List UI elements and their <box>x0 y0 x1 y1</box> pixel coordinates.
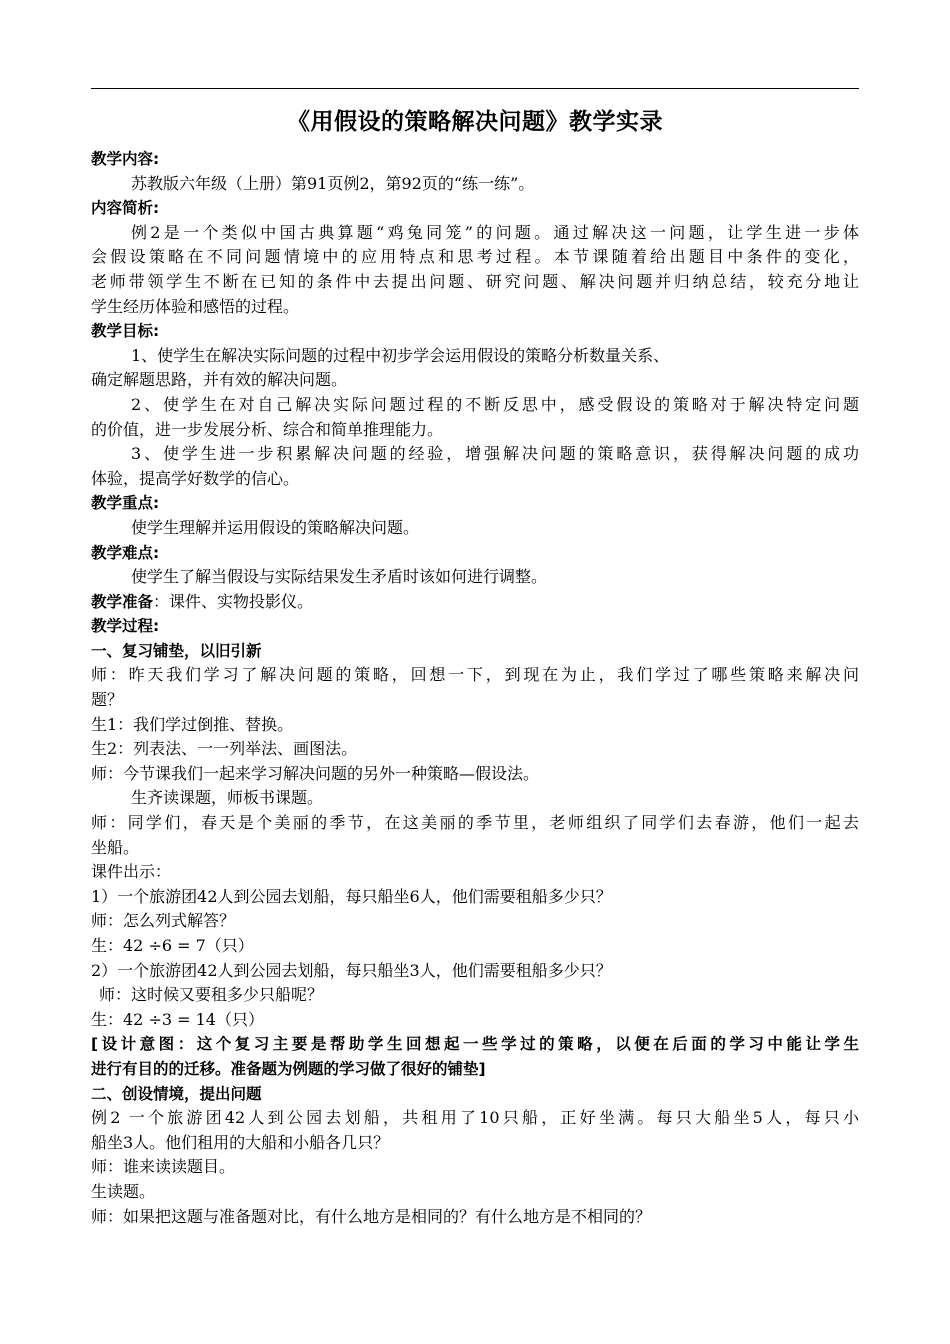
text-line: 师：昨天我们学习了解决问题的策略，回想一下，到现在为止，我们学过了哪些策略来解决问 <box>91 665 859 685</box>
text-line: 生：42 ÷6 = 7（只） <box>91 936 254 955</box>
text-line: 学生经历体验和感悟的过程。 <box>91 296 300 316</box>
text-line: 会假设策略在不同问题情境中的应用特点和思考过程。本节课随着给出题目中条件的变化， <box>91 247 859 267</box>
section-heading: 教学目标: <box>91 322 160 341</box>
text-line: 师：怎么列式解答？ <box>91 911 236 931</box>
text-line: 1）一个旅游团42人到公园去划船，每只船坐6人，他们需要租船多少只？ <box>91 886 612 906</box>
section-heading: 二、创设情境，提出问题 <box>91 1084 262 1103</box>
text-line: 生2：列表法、一一列举法、画图法。 <box>91 739 358 759</box>
text-line: 生1：我们学过倒推、替换。 <box>91 714 294 734</box>
text-line: 生读题。 <box>91 1181 156 1201</box>
text-line: 师：如果把这题与准备题对比，有什么地方是相同的？有什么地方是不相同的？ <box>91 1206 652 1226</box>
text-line: 课件出示： <box>91 862 172 882</box>
text-line: 苏教版六年级（上册）第91页例2，第92页的“练一练”。 <box>131 173 535 193</box>
document-title: 《用假设的策略解决问题》教学实录 <box>287 109 663 135</box>
text-line: 师：这时候又要租多少只船呢？ <box>99 985 324 1005</box>
text-line: 3、使学生进一步积累解决问题的经验，增强解决问题的策略意识，获得解决问题的成功 <box>131 444 859 464</box>
section-heading: 教学内容: <box>91 150 160 168</box>
section-text: ：课件、实物投影仪。 <box>153 591 314 611</box>
text-line: 老师带领学生不断在已知的条件中去提出问题、研究问题、解决问题并归纳总结，较充分地让 <box>91 271 859 291</box>
section-heading: 教学难点: <box>91 543 160 562</box>
design-note-line: [设计意图：这个复习主要是帮助学生回想起一些学过的策略，以便在后面的学习中能让学生 <box>91 1035 859 1054</box>
text-line: 生齐读课题，师板书课题。 <box>131 788 324 808</box>
text-line: 师：谁来读读题目。 <box>91 1157 236 1177</box>
text-line: 师：今节课我们一起来学习解决问题的另外一种策略—假设法。 <box>91 763 540 783</box>
text-line <box>91 590 859 615</box>
section-heading: 教学重点: <box>91 494 160 513</box>
text-line: 题？ <box>91 690 124 710</box>
text-line: 2、使学生在对自己解决实际问题过程的不断反思中，感受假设的策略对于解决特定问题 <box>131 394 859 414</box>
text-line: 1、使学生在解决实际问题的过程中初步学会运用假设的策略分析数量关系、 <box>131 345 670 365</box>
header-rule <box>91 88 859 89</box>
text-line: 使学生理解并运用假设的策略解决问题。 <box>131 517 420 537</box>
text-line: 例2 一个旅游团42人到公园去划船，共租用了10只船，正好坐满。每只大船坐5人，每只小 <box>91 1108 859 1128</box>
text-line: 使学生了解当假设与实际结果发生矛盾时该如何进行调整。 <box>131 567 548 587</box>
section-heading: 一、复习铺垫，以旧引新 <box>91 641 262 660</box>
text-line: 师：同学们，春天是个美丽的季节，在这美丽的季节里，老师组织了同学们去春游，他们一起去 <box>91 813 859 833</box>
text-line: 的价值，进一步发展分析、综合和简单推理能力。 <box>91 419 444 439</box>
design-note-line: 进行有目的的迁移。准备题为例题的学习做了很好的铺垫] <box>91 1059 486 1078</box>
text-line: 船坐3人。他们租用的大船和小船各几只？ <box>91 1132 390 1152</box>
text-line: 坐船。 <box>91 837 140 857</box>
section-heading: 内容简析: <box>91 199 160 218</box>
text-line: 2）一个旅游团42人到公园去划船，每只船坐3人，他们需要租船多少只？ <box>91 960 612 980</box>
section-heading: 教学过程: <box>91 617 160 636</box>
section-heading: 教学准备 <box>91 592 154 611</box>
text-line: 生：42 ÷3 = 14（只） <box>91 1009 264 1029</box>
text-line: 体验，提高学好数学的信心。 <box>91 468 300 488</box>
text-line: 例2是一个类似中国古典算题“鸡兔同笼”的问题。通过解决这一问题，让学生进一步体 <box>131 222 859 242</box>
text-line: 确定解题思路，并有效的解决问题。 <box>91 370 348 390</box>
document-body <box>91 147 859 1229</box>
